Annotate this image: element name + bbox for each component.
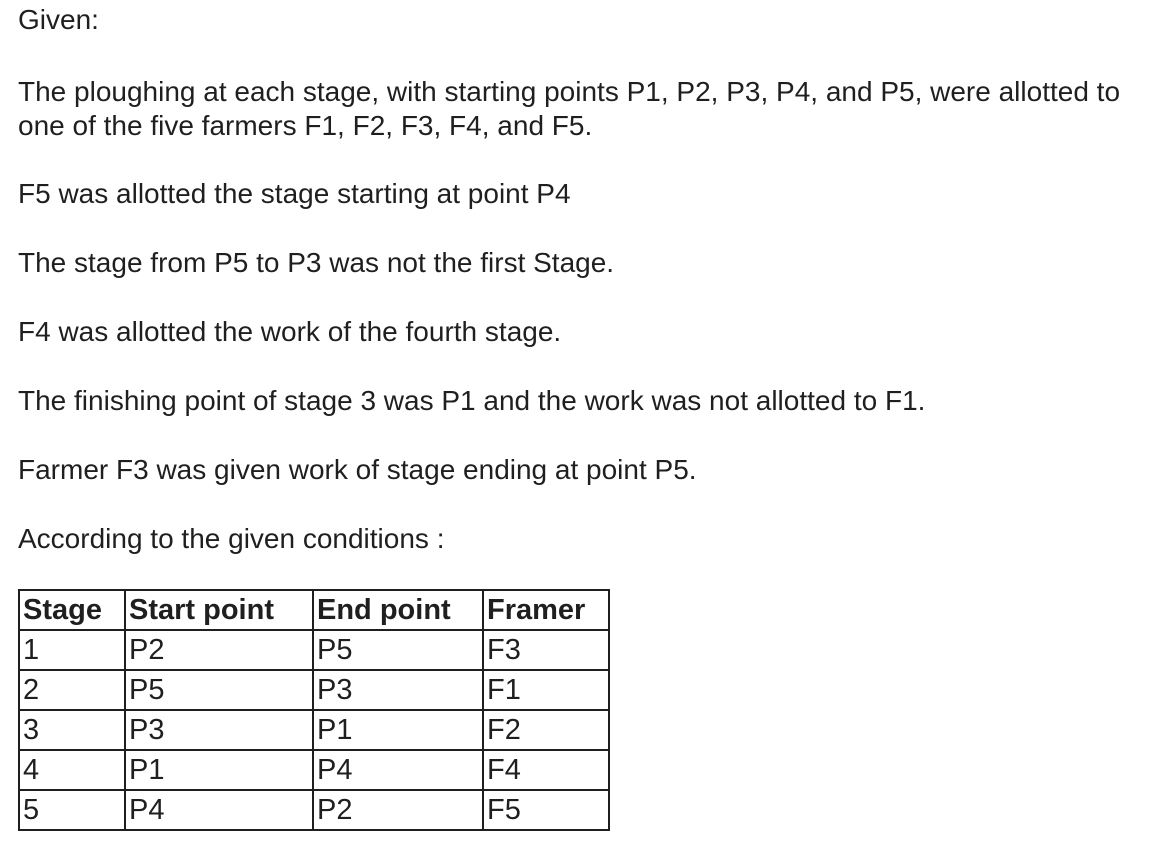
paragraph-condition-f5: F5 was allotted the stage starting at point P4	[18, 178, 571, 209]
cell-end-point: P5	[313, 630, 483, 670]
paragraph-conclusion: According to the given conditions :	[18, 523, 445, 554]
cell-start-point: P4	[125, 790, 313, 830]
table-row	[19, 790, 609, 830]
cell-stage: 2	[19, 670, 125, 710]
header-end-point: End point	[313, 590, 483, 630]
header-start-point: Start point	[125, 590, 313, 630]
cell-end-point: P1	[313, 710, 483, 750]
cell-stage: 5	[19, 790, 125, 830]
paragraph-condition-p5-p3: The stage from P5 to P3 was not the first Stage.	[18, 247, 615, 278]
paragraph-condition-f3: Farmer F3 was given work of stage ending at point P5.	[18, 454, 697, 485]
cell-farmer: F3	[483, 630, 609, 670]
cell-start-point: P3	[125, 710, 313, 750]
header-stage: Stage	[19, 590, 125, 630]
cell-farmer: F2	[483, 710, 609, 750]
cell-end-point: P2	[313, 790, 483, 830]
table-row	[19, 710, 609, 750]
paragraph-allotment: The ploughing at each stage, with starting points P1, P2, P3, P4, and P5, were allotted to one of the five farmers F1, F2, F3, F4, and F5.	[18, 76, 1121, 141]
table-header-row	[19, 590, 609, 630]
cell-stage: 4	[19, 750, 125, 790]
cell-start-point: P2	[125, 630, 313, 670]
paragraph-condition-f4: F4 was allotted the work of the fourth stage.	[18, 316, 562, 347]
cell-start-point: P5	[125, 670, 313, 710]
cell-stage: 3	[19, 710, 125, 750]
cell-farmer: F4	[483, 750, 609, 790]
header-farmer: Framer	[483, 590, 609, 630]
paragraph-condition-stage3: The finishing point of stage 3 was P1 and the work was not allotted to F1.	[18, 385, 926, 416]
cell-end-point: P3	[313, 670, 483, 710]
cell-stage: 1	[19, 630, 125, 670]
table-row	[19, 670, 609, 710]
cell-farmer: F1	[483, 670, 609, 710]
cell-start-point: P1	[125, 750, 313, 790]
cell-farmer: F5	[483, 790, 609, 830]
cell-end-point: P4	[313, 750, 483, 790]
table-row	[19, 630, 609, 670]
table-row	[19, 750, 609, 790]
given-label: Given:	[18, 4, 99, 35]
solution-table	[18, 589, 610, 831]
